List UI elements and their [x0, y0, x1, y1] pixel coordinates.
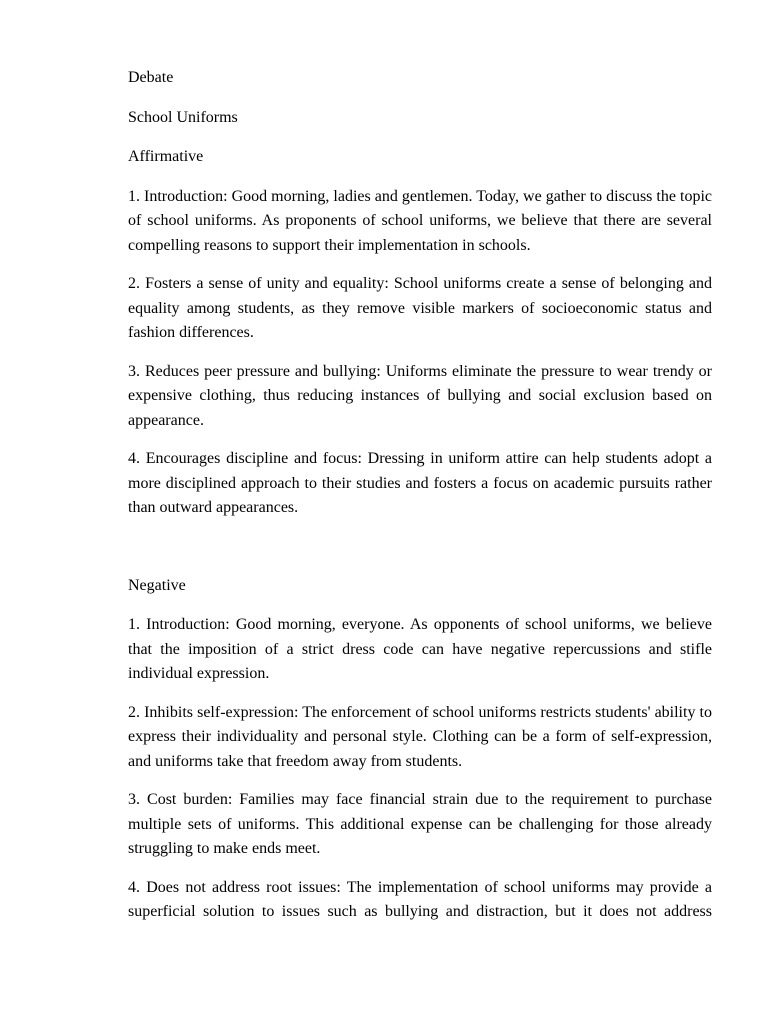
document-title: Debate [128, 69, 174, 86]
negative-section [128, 613, 712, 925]
document-page [128, 66, 712, 939]
section-spacer [128, 535, 712, 574]
negative-point: 1. Introduction: Good morning, everyone. As opponents of school uniforms, we believe that the imposition of a strict dress code can have negative repercussions and stifle individual expression. [128, 616, 712, 682]
negative-point: 4. Does not address root issues: The implementation of school uniforms may provide a superficial solution to issues such as bullying and distraction, but it does not address [128, 878, 712, 920]
affirmative-point: 2. Fosters a sense of unity and equality: School uniforms create a sense of belonging and equality among students, as they remove visible markers of socioeconomic status and fashion differences. [128, 275, 712, 341]
affirmative-point: 1. Introduction: Good morning, ladies and gentlemen. Today, we gather to discuss the topic of school uniforms. As proponents of school uniforms, we believe that there are several compelling reasons to support their implementation in schools. [128, 187, 712, 254]
affirmative-point: 4. Encourages discipline and focus: Dressing in uniform attire can help students adopt a more disciplined approach to their studies and fosters a focus on academic pursuits rather than outward appearances. [128, 450, 712, 516]
affirmative-point: 3. Reduces peer pressure and bullying: Uniforms eliminate the pressure to wear trendy or expensive clothing, thus reducing instances of bullying and social exclusion based on appearance. [128, 362, 712, 429]
affirmative-heading: Affirmative [128, 148, 204, 165]
affirmative-section [128, 185, 712, 521]
debate-topic: School Uniforms [128, 108, 238, 126]
negative-point: 3. Cost burden: Families may face financial strain due to the requirement to purchase multiple sets of uniforms. This additional expense can be challenging for those already struggling to make ends meet. [128, 791, 712, 857]
negative-heading: Negative [128, 576, 186, 594]
negative-point: 2. Inhibits self-expression: The enforcement of school uniforms restricts students' ability to express their individuality and personal style. Clothing can be a form of self-expression, and uniforms take that freedom away from students. [128, 703, 712, 770]
